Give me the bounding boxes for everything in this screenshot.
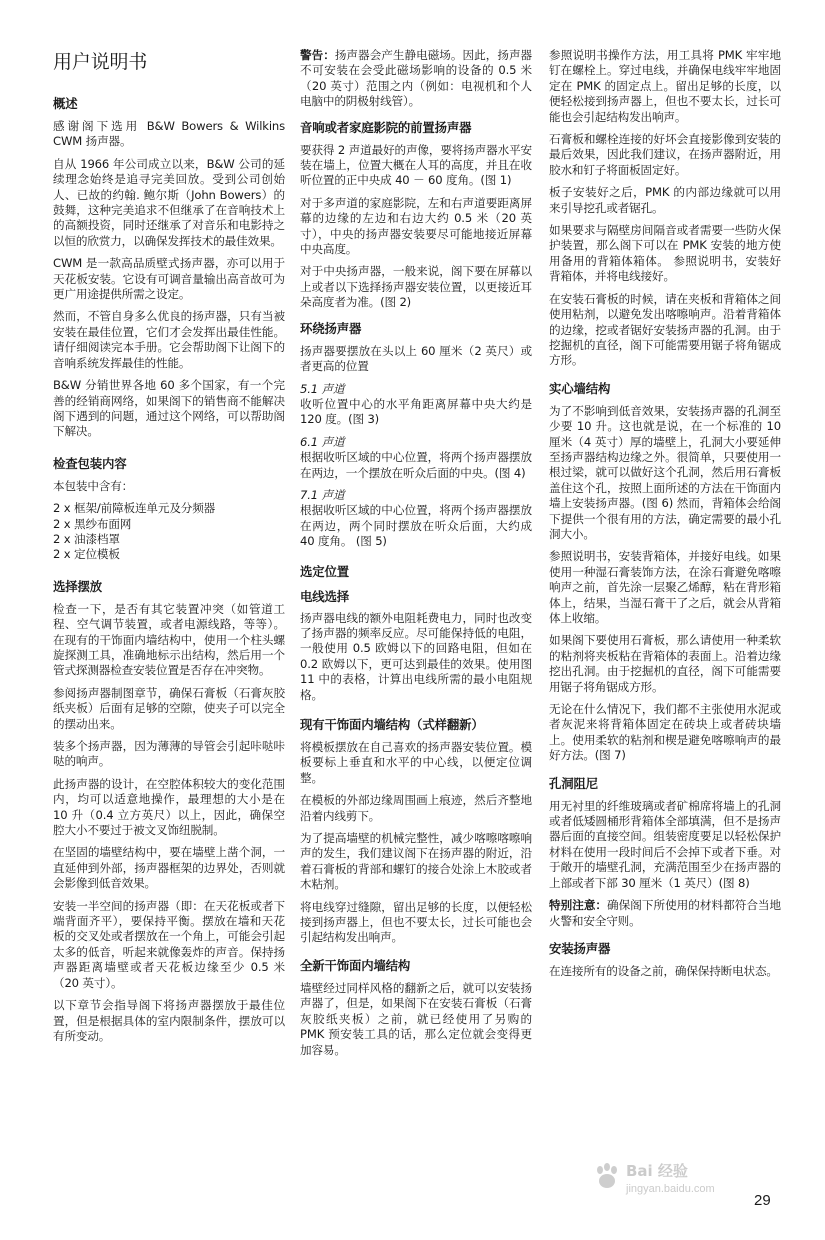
pmk-paragraph-3: 板子安装好之后，PMK 的内部边缘就可以用来引导挖孔或者锯孔。 (549, 185, 781, 215)
list-item: 2 x 油漆档罩 (53, 531, 120, 546)
page-number: 29 (754, 1192, 771, 1209)
check-contents-heading: 检查包装内容 (53, 455, 127, 471)
warning-label: 警告： (300, 48, 335, 62)
pmk-paragraph-5: 在安装石膏板的时候，请在夹板和背箱体之间使用粘剂，以避免发出喀嚓响声。沿着背箱体的边缘，挖或者锯好安装扬声器的孔洞。由于挖掘机的直径，阁下可能需要用锯子将角锯成方形。 (549, 291, 781, 368)
channel-6-1-text: 根据收听区域的中心位置，将两个扬声器摆放在两边，一个摆放在听众后面的中央。(图 4) (300, 450, 532, 480)
existing-paragraph-3: 为了提高墙壁的机械完整性，减少喀嚓喀嚓响声的发生，我们建议阁下在扬声器的附近，沿着石膏板的背部和螺钉的接合处涂上木胶或者木粘剂。 (300, 831, 532, 892)
warning-paragraph (300, 48, 532, 110)
pmk-paragraph-1: 参照说明书操作方法，用工具将 PMK 牢牢地钉在螺栓上。穿过电线，并确保电线牢牢地固定在 PMK 的固定点上。留出足够的长度，以便轻松接到扬声器上，但也不要太长，过长可能也会引起结构发出响声。 (549, 48, 781, 124)
front-speakers-heading: 音响或者家庭影院的前置扬声器 (300, 119, 472, 135)
channel-6-1-title: 6.1 声道 (300, 434, 345, 449)
overview-paragraph-1: 感谢阁下选用 B&W Bowers & Wilkins CWM 扬声器。 (53, 119, 285, 149)
position-heading: 选定位置 (300, 563, 349, 579)
column-right (549, 48, 781, 986)
placement-paragraph-2: 参阅扬声器制图章节，确保石膏板（石膏灰胶纸夹板）后面有足够的空隙，使夹子可以完全的摆动出来。 (53, 685, 285, 731)
front-paragraph-3: 对于中央扬声器，一般来说，阁下要在屏幕以上或者以下选择扬声器安装位置，以更接近耳朵高度者为准。(图 2) (300, 264, 532, 310)
overview-paragraph-4: 然而，不管自身多么优良的扬声器，只有当被安装在最佳位置，它们才会发挥出最佳性能。请仔细阅读完本手册。它会帮助阁下让阁下的音响系统发挥最佳的性能。 (53, 309, 285, 370)
damping-paragraph: 用无衬里的纤维玻璃或者矿棉席将墙上的孔洞或者低矮圆桶形背箱体全部填满，但不是扬声器后面的直接空间。组装密度要足以轻松保护材料在使用一段时间后不会掉下或者下垂。对于敞开的墙壁孔洞，充满范围至少在扬声器的上部或者下部 30 厘米（1 英尺）(图 8) (549, 798, 781, 890)
surround-paragraph: 扬声器要摆放在头以上 60 厘米（2 英尺）或者更高的位置 (300, 343, 532, 374)
paw-icon (592, 1162, 622, 1192)
solid-wall-heading: 实心墙结构 (549, 380, 611, 396)
list-item: 2 x 框架/前障板连单元及分频器 (53, 501, 216, 516)
placement-paragraph-7: 以下章节会指导阁下将扬声器摆放于最佳位置，但是根据具体的室内限制条件，摆放可以有所变动。 (53, 998, 285, 1043)
package-contents-list (53, 501, 285, 563)
damping-heading: 孔洞阻尼 (549, 775, 598, 791)
notice-label: 特别注意： (549, 898, 608, 913)
page-title: 用户说明书 (53, 51, 148, 73)
front-paragraph-1: 要获得 2 声道最好的声像，要将扬声器水平安装在墙上，位置大概在人耳的高度，并且在收听位置的正中央成 40 － 60 度角。(图 1) (300, 142, 532, 188)
install-paragraph: 在连接所有的设备之前，确保保持断电状态。 (549, 963, 778, 978)
warning-text: 扬声器会产生静电磁场。因此，扬声器不可安装在会受此磁场影响的设备的 0.5 米（20 英寸）范围之内（例如：电视机和个人电脑中的阴极射线管）。 (300, 48, 532, 109)
channel-7-1-text: 根据收听区域的中心位置，将两个扬声器摆放在两边，两个同时摆放在听众后面，大约成 40 度角。 (图 5) (300, 503, 532, 549)
list-item: 2 x 黑纱布面网 (53, 516, 132, 531)
column-left (53, 48, 285, 1051)
placement-paragraph-3: 装多个扬声器，因为薄薄的导管会引起咔哒咔哒的响声。 (53, 739, 285, 769)
cable-paragraph: 扬声器电线的额外电阻耗费电力，同时也改变了扬声器的频率反应。尽可能保持低的电阻，一般使用 0.5 欧姆以下的回路电阻，但如在 0.2 欧姆以下，更可达到最佳的效果。使用图 11 中的表格，计算出电线所需的最小电阻规格。 (300, 610, 532, 702)
existing-wall-heading: 现有干饰面内墙结构（式样翻新） (300, 717, 484, 732)
existing-paragraph-1: 将模板摆放在自己喜欢的扬声器安装位置。模板要标上垂直和水平的中心线，以便定位调整。 (300, 740, 532, 785)
channel-5-1-title: 5.1 声道 (300, 381, 345, 396)
watermark-brand: Bai 经验 (626, 1162, 688, 1180)
new-wall-paragraph: 墙壁经过同样风格的翻新之后，就可以安装扬声器了，但是，如果阁下在安装石膏板（石膏灰胶纸夹板）之前，就已经使用了另购的 PMK 预安装工具的话，那么定位就会变得更加容易。 (300, 980, 532, 1057)
watermark-url: jingyan.baidu.com (626, 1183, 715, 1195)
existing-paragraph-4: 将电线穿过缝隙，留出足够的长度，以便轻松接到扬声器上，但也不要太长，过长可能也会引起结构发出响声。 (300, 899, 532, 945)
existing-paragraph-2: 在模板的外部边缘周围画上痕迹，然后齐整地沿着内线剪下。 (300, 793, 532, 823)
solid-paragraph-3: 如果阁下要使用石膏板，那么请使用一种柔软的粘剂将夹板粘在背箱体的表面上。沿着边缘挖出孔洞。由于挖掘机的直径，阁下可能需要用锯子将角锯成方形。 (549, 633, 781, 694)
pmk-paragraph-2: 石膏板和螺栓连接的好坏会直接影像到安装的最后效果，因此我们建议，在扬声器附近，用胶水和钉子将面板固定好。 (549, 132, 781, 177)
check-contents-intro: 本包装中含有： (53, 478, 134, 493)
placement-paragraph-6: 安装一半空间的扬声器（即：在天花板或者下端背面齐平），要保持平衡。摆放在墙和天花板的交叉处或者摆放在一个角上，可能会引起太多的低音，听起来就像轰炸的声音。保持扬声器距离墙壁或者天花板边缘至少 0.5 米（20 英寸）。 (53, 898, 285, 990)
overview-paragraph-5: B&W 分销世界各地 60 多个国家，有一个完善的经销商网络，如果阁下的销售商不能解决阁下遇到的问题，通过这个网络，可以帮助阁下解决。 (53, 378, 285, 439)
front-paragraph-2: 对于多声道的家庭影院，左和右声道要距离屏幕的边缘的左边和右边大约 0.5 米（20 英寸），中央的扬声器安装要尽可能地接近屏幕中央高度。 (300, 195, 532, 257)
overview-paragraph-2: 自从 1966 年公司成立以来，B&W 公司的延续理念始终是追寻完美回放。受到公司创始人、已故的约翰. 鲍尔斯（John Bowers）的鼓舞，这种完美追求不但继承了在音响技术上的高额投资，同时还继承了对音乐和电影持之以恒的欣赏力，以确保发挥技术的最佳效果。 (53, 156, 285, 248)
solid-paragraph-1: 为了不影响到低音效果，安装扬声器的孔洞至少要 10 升。这也就是说，在一个标准的 10 厘米（4 英寸）厚的墙壁上，孔洞大小要延伸至扬声器结构边缘之外。很简单，只要使用一根过梁，就可以做好这个孔洞，然后用石膏板盖住这个孔，按照上面所述的方法在干饰面内墙上安装扬声器。(图 6) 然而，背箱体会给阁下提供一个很有用的方法，确定需要的最小孔洞大小。 (549, 403, 781, 541)
placement-paragraph-1: 检查一下，是否有其它装置冲突（如管道工程、空气调节装置，或者电源线路，等等）。在现有的干饰面内墙结构中，使用一个柱头螺旋探测工具，准确地标示出结构，然后用一个管式探测器检查安装位置是否存在冲突物。 (53, 601, 285, 678)
install-heading: 安装扬声器 (549, 940, 611, 956)
surround-heading: 环绕扬声器 (300, 320, 362, 336)
new-wall-heading: 全新干饰面内墙结构 (300, 957, 411, 973)
placement-paragraph-5: 在坚固的墙壁结构中，要在墙壁上凿个洞，一直延伸到外部，扬声器框架的边界处，否则就会影像到低音效果。 (53, 845, 285, 891)
list-item: 2 x 定位模板 (53, 547, 120, 562)
placement-heading: 选择摆放 (53, 578, 102, 594)
overview-paragraph-3: CWM 是一款高品质壁式扬声器，亦可以用于天花板安装。它设有可调音量输出高音故可为更广用途提供所需之设定。 (53, 256, 285, 302)
overview-heading: 概述 (53, 96, 78, 111)
pmk-paragraph-4: 如果要求与隔壁房间隔音或者需要一些防火保护装置，那么阁下可以在 PMK 安装的地方使用备用的背箱体箱体。 参照说明书，安装好背箱体，并将电线接好。 (549, 223, 781, 284)
notice-text: 确保阁下所使用的材料都符合当地火警和安全守则。 (549, 898, 781, 928)
solid-paragraph-4: 无论在什么情况下，我们都不主张使用水泥或者灰泥来将背箱体固定在砖块上或者砖块墙上。使用柔软的粘剂和楔是避免喀嚓响声的最好方法。(图 7) (549, 702, 781, 763)
cable-heading: 电线选择 (300, 588, 349, 604)
channel-7-1-title: 7.1 声道 (300, 487, 345, 502)
solid-paragraph-2: 参照说明书，安装背箱体，并接好电线。如果使用一种湿石膏装饰方法，在涂石膏避免喀嚓响声之前，首先涂一层聚乙烯醇，粘在背形箱体上，结果，当湿石膏干了之后，就会从背箱体上收缩。 (549, 549, 781, 625)
channel-5-1-text: 收听位置中心的水平角距离屏幕中央大约是 120 度。(图 3) (300, 396, 532, 427)
watermark (590, 1160, 740, 1202)
notice-paragraph (549, 898, 781, 929)
placement-paragraph-4: 此扬声器的设计，在空腔体积较大的变化范围内，均可以适意地操作，最理想的大小是在 10 升（0.4 立方英尺）以上，因此，确保空腔大小不要过于被文叉饰纽脱制。 (53, 776, 285, 838)
column-middle (300, 48, 532, 1065)
